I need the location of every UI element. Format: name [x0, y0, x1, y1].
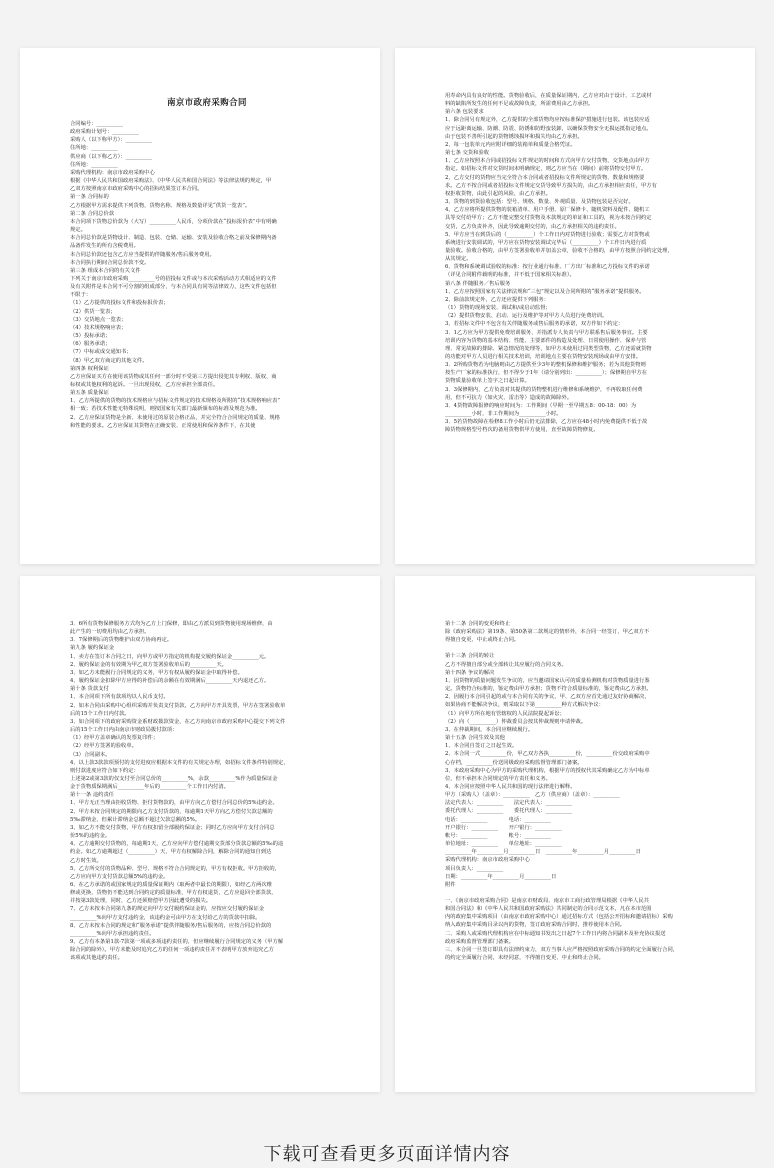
- text-line: （1）经甲方盖章确认的发票复印件；: [70, 735, 159, 742]
- text-line: 3．7保修期后的货物维护由双方协商再定。: [70, 637, 173, 644]
- text-line: 2、乙方交付的货物应当完全符合本合同或者招投标文件所规定的货物、数量和规格要: [445, 174, 645, 181]
- text-line: 乙方应保证买方在使用该货物或其任何一部分时不受第三方提出侵犯其专利权、版权、商: [70, 373, 277, 380]
- contract-page-4: [395, 576, 755, 1092]
- text-line: 9、乙方有本条第1款-7款第一项或多项违约责任的，但应继续履行合同规定的义务（甲方解: [70, 939, 284, 946]
- text-line: 2、履约保证金的有效期为甲乙双方签署验收单后的__________天。: [70, 661, 227, 668]
- text-line: 第二条 合同总价款: [70, 210, 115, 217]
- text-line: 1、因货物的质量问题发生争议的，应当邀请国家认可的质量检测机构对货物质量进行鉴: [445, 677, 650, 684]
- text-line: 该项或其他违约责任。: [70, 955, 123, 962]
- text-line: 由于包装不善所引起的货物锈蚀损坏和损失均由乙方承担。: [445, 133, 583, 140]
- text-line: 5‰滞纳金，但累计滞纳金总额不超过欠款总额的5%。: [70, 816, 201, 823]
- text-line: 第十条 货款支付: [70, 686, 109, 693]
- text-line: （4）技术规格响应表；: [70, 324, 127, 331]
- text-line: 后的15个工作日内由南京市财政局拨付款项：: [70, 727, 178, 734]
- text-line: 采购代理机构：南京市政府采购中心: [70, 169, 155, 176]
- text-line: 1、乙方应按照国家有关法律法规和“三包”规定以及合同所附的“服务承诺”提供服务。: [445, 288, 645, 295]
- text-line: 5、乙方所交付的货物品种、型号、规格不符合合同规定的，甲方有权拒收。甲方拒收的，: [70, 865, 280, 872]
- text-line: 用，但不可抗力（如火灾、雷击等）造成的故障除外。: [445, 394, 573, 401]
- text-line: 2、如本合同由采购中心组织采购并负责支付货款，乙方向甲方开具发票，甲方在签署验收单: [70, 702, 286, 709]
- text-line: 8、乙方未按本合同的规定和“服务承诺”提供伴随服务/售后服务的，应按合同总价款的: [70, 922, 272, 929]
- page-4-content: [445, 620, 719, 962]
- text-line: 1、乙方所提供的货物的技术规格应与招标文件规定的技术规格及所附的“技术规格响应表”: [70, 398, 281, 405]
- text-line: 标权或其他权利的起诉。一旦出现侵权，乙方应承担全部责任。: [70, 382, 219, 388]
- text-line: 第六条 包装要求: [445, 109, 484, 116]
- text-line: 第十五条 合同生效及其他: [445, 735, 505, 742]
- text-line: 纳入政府集中采购目录以内的货物，签订政府采购合同时，推荐使用本合同。: [445, 922, 626, 929]
- text-line: （1）向甲方所在地有管辖权的人民法院提起诉讼；: [445, 710, 565, 717]
- text-line: 下列关于南京市政府采购__________号的招投标文件或与本次采购活动方式相适应的文件: [70, 275, 277, 282]
- text-line: 价5%的违约金。: [70, 833, 111, 840]
- text-line: 帐号：__________ 帐号：__________: [445, 832, 551, 839]
- text-line: 3、如乙方未能履行合同规定的义务，甲方有权从履约保证金中取得补偿。: [70, 669, 243, 676]
- text-line: 相一致；若技术性能无特殊说明，则按国家有关部门最新颁布的标准及规范为准。: [70, 406, 261, 413]
- text-line: 定。货物符合标准的，鉴定费由甲方承担；货物不符合质量标准的，鉴定费由乙方承担。: [445, 686, 652, 693]
- text-line: __________%向甲方支付违约金，该违约金可由甲方在支付给乙方的货款中扣除。: [70, 914, 261, 921]
- text-line: 货物质量验收单上签字之日起计算。: [445, 378, 530, 385]
- text-line: 规定。: [70, 227, 86, 234]
- text-line: 3．6所有货物保修服务方式均为乙方上门保修，即由乙方派员到货物使用现场维修，由: [70, 621, 273, 627]
- text-line: 量验收。验收合格的，由甲方签署验收单并加盖公章，验收不合格的，由甲方按照合同约定处理，: [445, 247, 673, 254]
- text-line: 采购代理机构：南京市政府采购中心: [445, 857, 530, 864]
- text-line: （2）向（__________）仲裁委员会按其仲裁规则申请仲裁。: [445, 718, 587, 725]
- text-line: 品备件发生的所有含税费用。: [70, 243, 139, 250]
- text-line: 3、本政府采购中心为甲方的采购代理机构，根据甲方的授权代其采购确定乙方为中标单: [445, 767, 650, 774]
- page-3-content: [70, 620, 344, 963]
- page-1-lines: [70, 120, 344, 430]
- text-line: （6）服务承诺；: [70, 341, 111, 348]
- text-line: （2）供货一览表；: [70, 308, 116, 315]
- text-line: 如果协商不能解决争议，则采取以下第__________种方式解决争议：: [445, 702, 604, 709]
- text-line: 除《政府采购法》第19条、第50条第二款规定的情形外，本合同一经签订，甲乙双方不: [445, 629, 650, 636]
- text-line: 心存档，__________份送同级政府采购监督管理部门备案。: [445, 759, 583, 766]
- text-line: 按生产厂家的标准执行，但不得少于1年（请分别列出：__________）；保修期自甲方在: [445, 370, 648, 377]
- text-line: 的约定全面履行合同，未经同意，不得擅自变更、中止和终止合同。: [445, 955, 604, 962]
- text-line: 供应商（以下称乙方）：__________: [70, 153, 153, 160]
- text-line: __________%向甲方承担违约责任。: [70, 930, 155, 937]
- text-line: 2、除前款规定外，乙方还应提供下列服务：: [445, 296, 550, 303]
- text-line: 第八条 伴随服务／售后服务: [445, 280, 511, 287]
- text-line: 1、乙方应按照本合同或招投标文件规定的时间和方式向甲方交付货物，交货地点由甲方: [445, 158, 650, 165]
- text-line: 上述第2或第3款的仅支付至合同总价的__________%，余款__________%作为质量保证金: [70, 775, 278, 782]
- text-line: 根据《中华人民共和国政府采购法》、《中华人民共和国合同法》等法律法规的规定，甲: [70, 178, 272, 185]
- blank-line: [445, 644, 719, 652]
- text-line: 本合同总价款还包含乙方应当提供的伴随服务/售后服务费用。: [70, 251, 215, 258]
- text-line: 政府采购计划号：__________: [70, 129, 139, 136]
- text-line: 乙方时生效。: [70, 857, 102, 864]
- text-line: 1、除合同另有规定外，乙方提供的全部货物均应按标准保护措施进行包装。该包装应适: [445, 117, 650, 124]
- text-line: 第十二条 合同的变更和终止: [445, 621, 511, 627]
- text-line: 4、以上款3款款项预付的支付进度应根据本文件的有关规定办理，如招标文件条件特别规定，: [70, 759, 289, 766]
- text-line: 3、若招标文件中不包含有关伴随服务或售后服务的承诺，双方作如下约定：: [445, 321, 624, 328]
- text-line: 电话：__________ 电话：__________: [445, 816, 551, 823]
- text-line: （3）交货地点一览表；: [70, 316, 127, 323]
- text-line: 乙方根据甲方需求提供下列货物，货物名称、规格及数量详见“供货一览表”。: [70, 202, 251, 209]
- text-line: 交货，乙方负责补齐，因此导致逾期交付的，由乙方承担相关的违约责任。: [445, 223, 620, 230]
- text-line: 用寿命内具有良好的性能。货物验收后，在质量保证期内，乙方应对由于设计、工艺或材: [445, 93, 652, 99]
- text-line: 得擅自变更、中止或终止合同。: [445, 637, 520, 644]
- text-line: 3．1乙方应为甲方提供免费培训服务，并指派专人负责与甲方联系售后服务事宜。主要: [445, 329, 648, 336]
- text-line: 乙双方按照南京市政府采购中心的招标结果签订本合同。: [70, 186, 203, 193]
- text-line: 及有关附件是本合同不可分割的组成部分，与本合同具有同等法律效力，这些文件包括但: [70, 284, 277, 291]
- text-line: 金于货物质保期满后__________年后的__________个工作日内付清。: [70, 784, 229, 791]
- text-line: 本合同项下货物总价款为（大写）__________人民币，分项价款在“投标报价表”中有明确: [70, 218, 277, 225]
- text-line: 3．5若货物故障在检修8工作小时后仍无法排除，乙方应在48小时内免费提供不低于故: [445, 419, 648, 426]
- text-line: 4、履约保证金扣除甲方应得的补偿后的余额在有效期满后__________天内退还乙方。: [70, 678, 270, 685]
- download-more-caption: 下载可查看更多页面详情内容: [263, 1144, 511, 1165]
- text-line: 2、乙方应保证货物是全新、未使用过的原装合格正品，并完全符合合同规定的质量、规格: [70, 414, 280, 421]
- text-line: 开户银行：__________ 开户银行：__________: [445, 824, 562, 831]
- text-line: 修或更换，货物仍不能达到合同约定的质量标准，甲方有权退货，乙方应退回全部货款，: [70, 890, 277, 897]
- text-line: （5）投标承诺；: [70, 333, 111, 340]
- text-line: 第十四条 争议的解决: [445, 669, 495, 676]
- text-line: 日期：__________年__________月__________日: [445, 873, 557, 880]
- text-line: （7）中标或成交通知书；: [70, 349, 132, 356]
- text-line: 3．2所购货物若为电脑则由乙方提供至少3年的整机保修和维护服务；若为其他货物则: [445, 362, 646, 369]
- text-line: 1、本合同项下所有款项均以人民币支付。: [70, 694, 169, 701]
- text-line: 3、如合同项下的政府采购资金系财政拨款资金，在乙方向南京市政府采购中心提交下列文件: [70, 718, 286, 725]
- text-line: 料的缺陷所发生的任何不足或故障负责，所需费用由乙方承担。: [445, 101, 594, 108]
- text-line: 2、每一包装单元内应附详细的装箱单和质量合格凭证。: [445, 141, 576, 148]
- text-line: 本合同执行期间合同总价款不变。: [70, 259, 150, 266]
- contract-page-2: [395, 48, 755, 564]
- text-line: 住所地：__________: [70, 145, 118, 152]
- text-line: 具等交付给甲方；乙方不能完整交付货物及本款规定的单证和工具的，视为未按合同约定: [445, 215, 652, 222]
- text-line: 不限于：: [70, 292, 92, 299]
- text-line: 一、《南京市政府采购合同》是南京市财政局、南京市工商行政管理局根据《中华人民共: [445, 898, 649, 904]
- text-line: 采购人（以下称甲方）：__________: [70, 137, 153, 144]
- text-line: 2、甲方未按合同规定的期限向乙方支付货款的，每逾期1天甲方向乙方偿付欠款总额的: [70, 808, 273, 815]
- text-line: 应于远距离运输、防潮、防震、防锈和防野蛮装卸，以确保货物安全无损运抵指定地点。: [445, 125, 652, 132]
- text-line: 6、在乙方承诺的或国家规定的质量保证期内（取两者中最长的期限），如经乙方两次维: [70, 882, 273, 888]
- text-line: 2、本合同一式__________份，甲乙双方各执__________份，__________份交政府采购中: [445, 751, 650, 758]
- text-line: 3、在仲裁期间，本合同应继续履行。: [445, 726, 534, 733]
- text-line: 3、如乙方不能交付货物，甲方有权扣留全部履约保证金；同时乙方应向甲方支付合同总: [70, 824, 275, 831]
- text-line: 甲方（采购人）（盖章）：__________ 乙方（供应商）（盖章）：__________: [445, 792, 620, 799]
- text-line: 本合同总价款是货物设计、制造、包装、仓储、运输、安装及验收合格之前及保修期内备: [70, 235, 277, 242]
- text-line: （1）乙方提供的投标文件和投标报价表；: [70, 300, 169, 307]
- text-line: （1）货物的现场安装、调试和/或启动监督；: [445, 305, 551, 312]
- text-line: 住所地：__________: [70, 161, 118, 168]
- contract-title: 南京市政府采购合同: [167, 97, 247, 107]
- text-line: 第十三条 合同的转让: [445, 653, 495, 660]
- text-line: 权拒收货物，由此引起的风险，由乙方承担。: [445, 190, 551, 197]
- text-line: 第四条 权利保证: [70, 365, 109, 372]
- text-line: （详见合同附件载明的标准，并不低于国家相关标准）。: [445, 272, 575, 279]
- text-line: 6、货物和系统调试验收的标准：按行业通行标准、厂方出厂标准和乙方投标文件的承诺: [445, 264, 650, 271]
- text-line: 此产生的一切费用均由乙方承担。: [70, 629, 150, 636]
- text-line: 4、本合同应按照中华人民共和国的现行法律进行解释。: [445, 783, 576, 790]
- text-line: 第七条 交货和验收: [445, 150, 490, 157]
- text-line: __________小时，非工作期间为__________小时。: [445, 411, 562, 418]
- text-line: 培训内容为货物的基本结构、性能、主要部件的构造及处理、日常使用操作、保养与管: [445, 337, 647, 344]
- blank-line: [445, 889, 719, 897]
- text-line: 内的政府集中采购项目（由南京市政府采购中心）通过招标方式（包括公开招标和邀请招标）采购: [445, 914, 673, 921]
- text-line: 第一条 合同标的: [70, 194, 109, 201]
- text-line: （3）合同副本。: [70, 751, 111, 758]
- text-line: 1、甲方无正当理由拒收货物、拒付货物款的，由甲方向乙方偿付合同总价的5%违约金。: [70, 800, 278, 807]
- text-line: 系统进行安装调试的，甲方应在货物安装调试完毕后（__________）个工作日内进行质: [445, 239, 647, 246]
- text-line: （2）提供货物安装、启动、运行及维护等对甲方人员进行免费培训。: [445, 313, 608, 320]
- text-line: 法定代表人：__________ 法定代表人：__________: [445, 800, 573, 807]
- text-line: （2）经甲方签署的验收单。: [70, 743, 137, 750]
- text-line: 障货物规格型号档次的备用货物供甲方使用，直至故障货物修复。: [445, 427, 599, 434]
- text-line: 则付款进度应符合如下约定：: [70, 767, 139, 774]
- text-line: 4、乙方逾期交付货物的，每逾期1天，乙方应向甲方偿付逾期交货部分货款总额的5‰的违: [70, 841, 284, 848]
- page-2-content: [445, 92, 719, 435]
- text-line: 7、乙方未按本合同第九条的规定向甲方交付履约保证金的，应按应交付履约保证金: [70, 906, 265, 913]
- text-line: 乙方不得擅自部分或全部转让其应履行的合同义务。: [445, 661, 567, 668]
- text-line: 合同编号：__________: [70, 121, 123, 127]
- text-line: 理、常见故障的排除、紧急情况的处理等，如甲方未使用过同类型货物，乙方还需就货物: [445, 345, 652, 352]
- text-line: 和性能的要求。乙方应保证其货物在正确安装、正常使用和保养条件下，在其使: [70, 422, 256, 429]
- text-line: 和国合同法》和《中华人民共和国政府采购法》共同制定的合同示范文本，凡在本市范围: [445, 906, 652, 913]
- text-line: 从其规定。: [445, 256, 472, 263]
- text-line: 第九条 履约保证金: [70, 645, 115, 652]
- text-line: 第五条 质量保证: [70, 390, 109, 397]
- page-2-lines: [445, 92, 719, 435]
- text-line: 委托代理人：__________ 委托代理人：__________: [445, 808, 573, 815]
- text-line: 的功能对甲方人员进行相关技术培训，培训地点主要在货物安装现场或由甲方安排。: [445, 354, 641, 360]
- text-line: 3．4货物故障报修的响应时间为：工作期间（早期一至早期五8：00-18：00）为: [445, 402, 637, 409]
- text-line: 位，但不承担本合同规定的甲方责任和义务。: [445, 775, 551, 782]
- text-line: 2、因履行本合同引起的或与本合同有关的争议，甲、乙双方应首先通过友好协商解决，: [445, 694, 650, 701]
- page-3-lines: [70, 620, 344, 963]
- text-line: 后的15个工作日内付款。: [70, 710, 130, 717]
- text-line: 二、采购人或采购代理机构应在中标通知书发出之日起7个工作日内将合同副本及补充协议报送: [445, 930, 666, 937]
- text-line: 约金。如乙方逾期超过（__________）天，甲方有权解除合同，解除合同的通知自到达: [70, 849, 272, 856]
- text-line: 指定。如招标文件对交货时间未明确规定，则乙方应当在（期间）前将货物交付甲方。: [445, 166, 647, 173]
- contract-page-1: [20, 48, 380, 564]
- text-line: 三、本合同一旦签订即具有法律约束力，双方当事人应严格按照政府采购合同的约定全面履行合同，: [445, 946, 679, 953]
- text-line: 4、乙方应将所提供货物的装箱清单、用户手册、原厂保修卡、随机资料及配件、随机工: [445, 207, 650, 214]
- page-4-lines: [445, 620, 719, 962]
- text-line: 求。乙方不按合同或者招投标文件规定交货导致甲方损失的，由乙方承担相应责任，甲方有: [445, 182, 657, 189]
- text-line: 3．3保修期内，乙方负责对其提供的货物整机进行维修和系统维护，不再收取任何费: [445, 386, 643, 393]
- text-line: 政府采购监督管理部门备案。: [445, 938, 514, 945]
- text-line: 单位地址：__________ 单位地址：__________: [445, 841, 562, 848]
- text-line: （8）甲乙双方商定的其他文件。: [70, 357, 148, 364]
- text-line: 除合同的除外）。甲方未能及时追究乙方的任何一项违约责任并不表明甲方放弃追究乙方: [70, 947, 274, 954]
- page-1-content: [70, 96, 344, 430]
- text-line: 5、甲方应当在到货后的（__________）个工作日内对货物进行验收；需要乙方对货物或: [445, 231, 650, 238]
- text-line: __________年__________月__________日 __________年__________月__________日: [445, 849, 641, 856]
- text-line: 第三条 组成本合同的有关文件: [70, 267, 141, 274]
- text-line: 项目负责人：__________: [445, 865, 504, 872]
- text-line: 乙方应向甲方支付货款总额5%的违约金。: [70, 873, 169, 880]
- text-line: 3、货物的到货验收包括：型号、规格、数量、外观质量、及货物包装是否完好。: [445, 199, 634, 206]
- text-line: 第十一条 违约责任: [70, 792, 115, 799]
- text-line: 1、卖方在签订本合同之日，向甲方或甲方指定的机构提交履约保证金__________元。: [70, 653, 270, 660]
- text-line: 附件: [445, 881, 456, 888]
- contract-page-3: [20, 576, 380, 1092]
- text-line: 并按第3款处理，同时，乙方还须赔偿甲方因此遭受的损失。: [70, 898, 212, 905]
- text-line: 1、本合同自签订之日起生效。: [445, 743, 518, 750]
